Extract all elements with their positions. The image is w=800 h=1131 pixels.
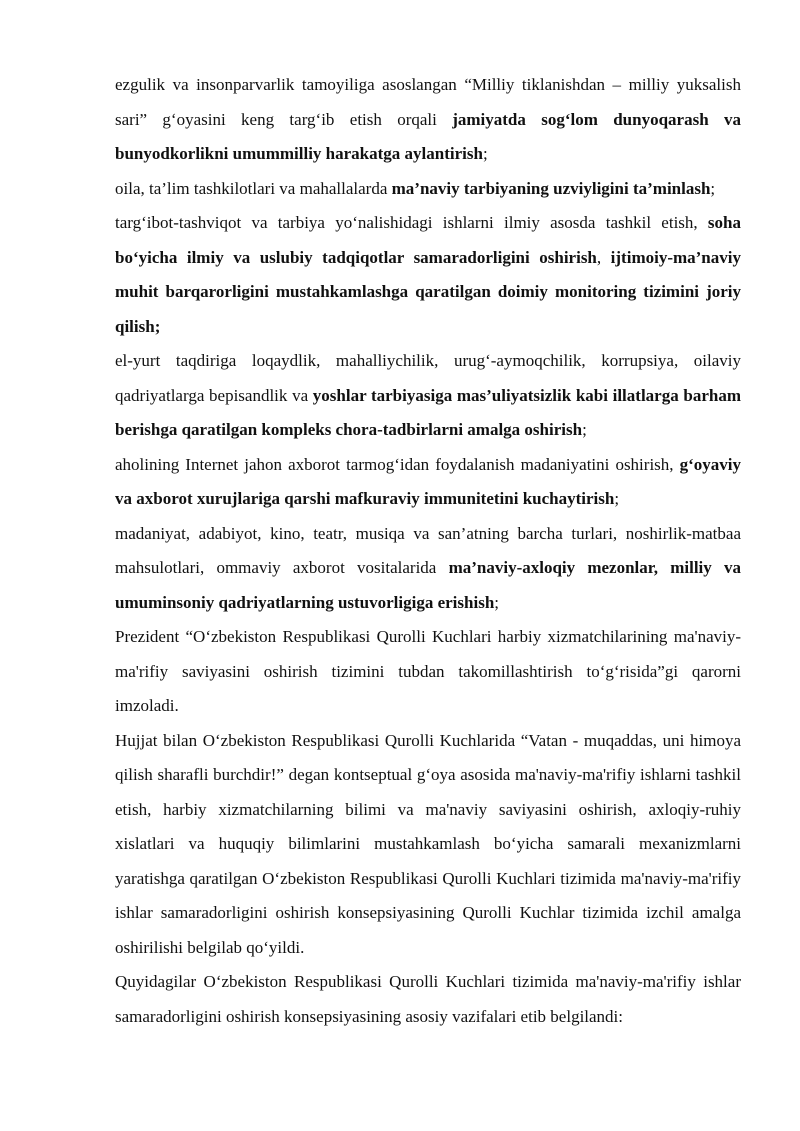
paragraph-6 (115, 517, 741, 621)
text-segment: Prezident “O‘zbekiston Respublikasi Qurolli Kuchlari harbiy xizmatchilarining ma'naviy-ma'rifiy saviyasini oshirish tizimini tubdan takomillashtirish to‘g‘risida”gi qarorni imzoladi. (115, 627, 741, 715)
paragraph-4 (115, 344, 741, 448)
bold-text-segment: ma’naviy tarbiyaning uzviyligini ta’minlash (391, 178, 711, 198)
paragraph-5 (115, 448, 741, 517)
paragraph-2 (115, 172, 741, 207)
text-segment: el-yurt taqdiriga loqaydlik, mahalliychilik, urug‘-aymoqchilik, korrupsiya, oilaviy qadriyatlarga bepisandlik va (115, 351, 741, 405)
paragraph-7 (115, 620, 741, 724)
paragraph-3 (115, 206, 741, 344)
bold-text-segment: g‘oyaviy va axborot xurujlariga qarshi mafkuraviy immunitetini kuchaytirish (115, 454, 741, 508)
text-segment: ; (494, 592, 500, 612)
bold-text-segment: soha bo‘yicha ilmiy va uslubiy tadqiqotlar samaradorligini oshirish (115, 213, 741, 267)
text-segment: ; (614, 489, 620, 508)
text-segment: ; (710, 178, 716, 198)
bold-text-segment: jamiyatda sog‘lom dunyoqarash va bunyodkorlikni umummilliy harakatga aylantirish (115, 109, 741, 163)
paragraph-1 (115, 68, 741, 172)
text-segment: ; (582, 420, 587, 439)
text-segment: ezgulik va insonparvarlik tamoyiliga asoslangan “Milliy tiklanishdan – milliy yuksalish sari” g‘oyasini keng targ‘ib etish orqali (115, 75, 741, 129)
text-segment: , (596, 247, 611, 267)
text-segment: Quyidagilar O‘zbekiston Respublikasi Qurolli Kuchlari tizimida ma'naviy-ma'rifiy ishlar samaradorligini oshirish konsepsiyasining asosiy vazifalari etib belgilandi: (115, 972, 741, 1026)
text-segment: ; (482, 144, 488, 163)
paragraph-8 (115, 724, 741, 966)
text-segment: Hujjat bilan O‘zbekiston Respublikasi Qurolli Kuchlarida “Vatan - muqaddas, uni himoya qilish sharafli burchdir!” degan kontseptual g‘oya asosida ma'naviy-ma'rifiy ishlarni tashkil etish, harbiy xizmatchilarning bilimi va ma'naviy saviyasini oshirish, axloqiy-ruhiy xislatlari va huquqiy bilimlarini mustahkamlash bo‘yicha samarali mexanizmlarni yaratishga qaratilgan O‘zbekiston Respublikasi Qurolli Kuchlari tizimida ma'naviy-ma'rifiy ishlar samaradorligini oshirish konsepsiyasining Qurolli Kuchlar tizimida izchil amalga oshirilishi belgilab qo‘yildi. (115, 730, 741, 957)
bold-text-segment: ma’naviy-axloqiy mezonlar, milliy va umuminsoniy qadriyatlarning ustuvorligiga erishish (115, 558, 741, 612)
document-page (115, 68, 741, 1034)
text-segment: oila, ta’lim tashkilotlari va mahallalarda (115, 178, 392, 198)
text-segment: targ‘ibot-tashviqot va tarbiya yo‘nalishidagi ishlarni ilmiy asosda tashkil etish, (115, 213, 708, 232)
text-segment: madaniyat, adabiyot, kino, teatr, musiqa va san’atning barcha turlari, noshirlik-matbaa mahsulotlari, ommaviy axborot vositalarida (115, 523, 741, 577)
bold-text-segment: ijtimoiy-ma’naviy muhit barqarorligini mustahkamlashga qaratilgan doimiy monitoring tizimini joriy qilish; (115, 247, 741, 336)
text-segment: aholining Internet jahon axborot tarmog‘idan foydalanish madaniyatini oshirish, (115, 454, 680, 474)
bold-text-segment: yoshlar tarbiyasiga mas’uliyatsizlik kabi illatlarga barham berishga qaratilgan kompleks chora-tadbirlarni amalga oshirish (115, 385, 741, 439)
paragraph-9 (115, 965, 741, 1034)
